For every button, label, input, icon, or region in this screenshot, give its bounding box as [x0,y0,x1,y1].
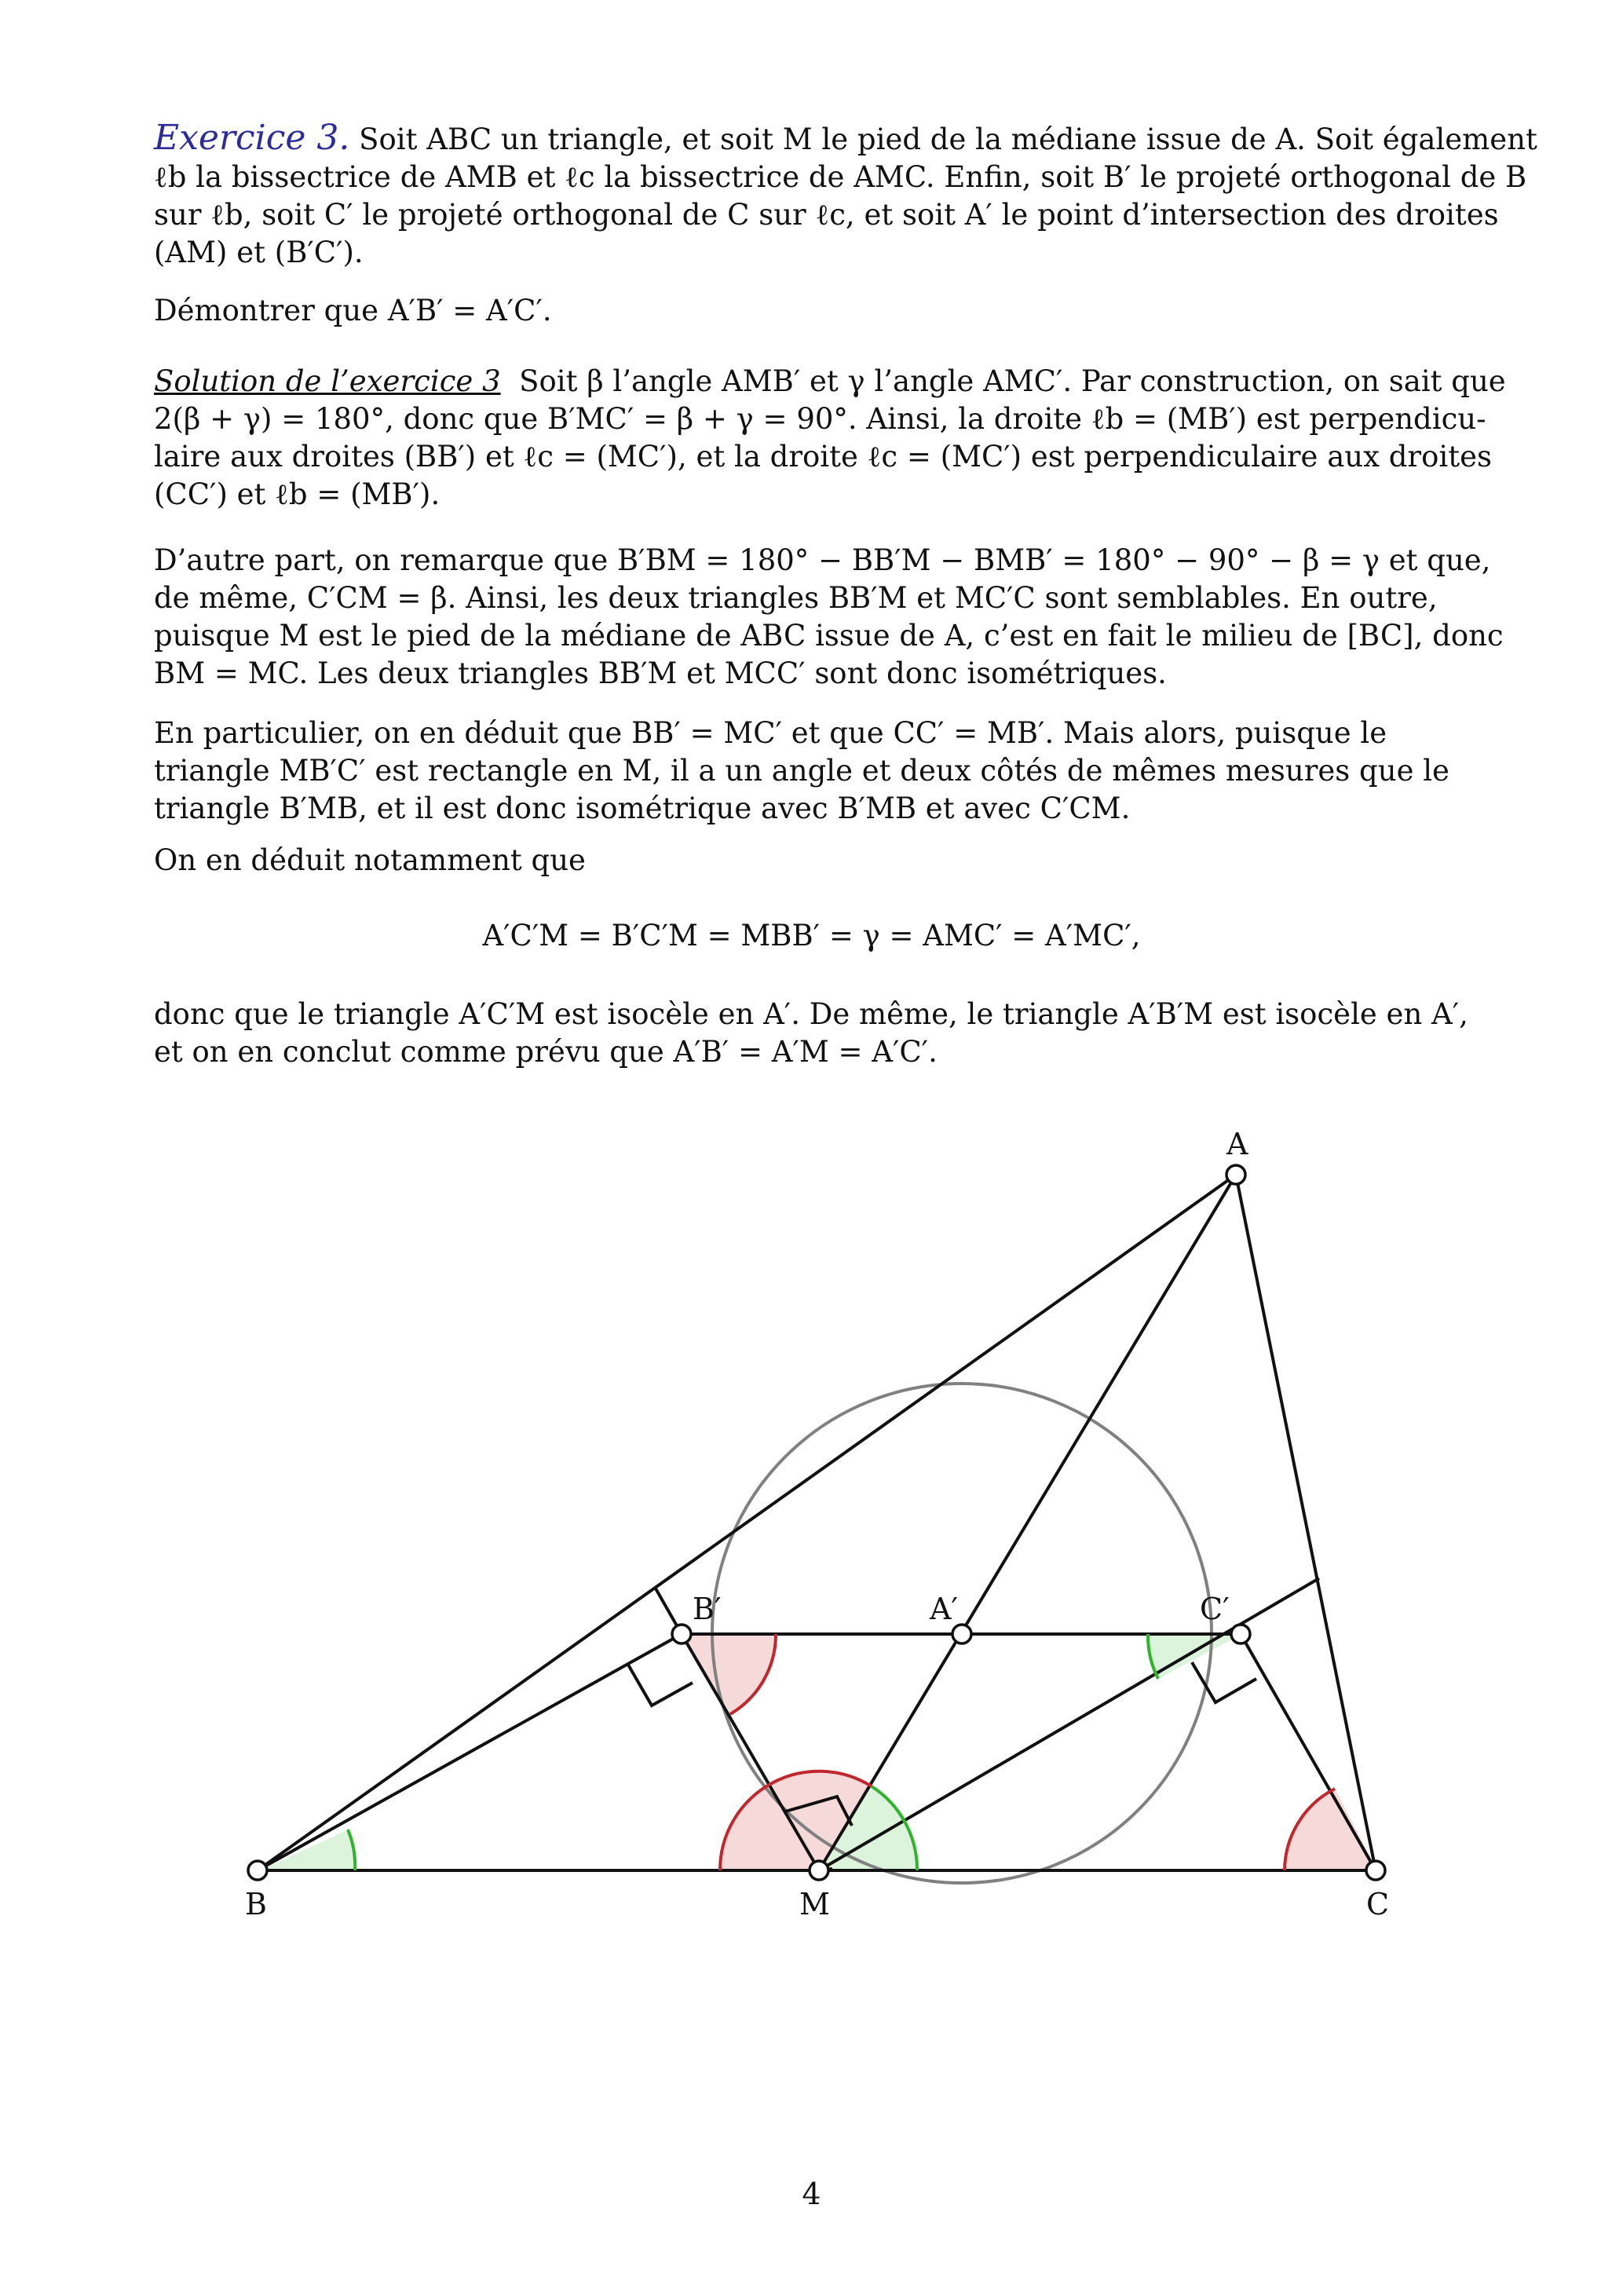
p2-line-3: puisque M est le pied de la médiane de ABC issue de A, c’est en fait le milieu de [BC], donc [154,619,1504,653]
p3-line-1: En particulier, on en déduit que BB′ = MC′ et que CC′ = MB′. Mais alors, puisque le [154,716,1387,750]
side-ac [1236,1175,1376,1870]
label-a: A [1226,1127,1248,1161]
point-b1 [672,1625,691,1643]
p5-line-1: donc que le triangle A′C′M est isocèle en A′. De même, le triangle A′B′M est isocèle en A′, [154,997,1468,1031]
solution-title: Solution de l’exercice 3 [154,364,501,398]
exercise-line-3: sur ℓb, soit C′ le projeté orthogonal de C sur ℓc, et soit A′ le point d’intersection des droites [154,198,1499,232]
label-c1: C′ [1200,1592,1230,1626]
segment-bb1 [258,1634,682,1870]
label-c: C [1366,1887,1390,1921]
solution-line-2: 2(β + γ) = 180°, donc que B′MC′ = β + γ = 90°. Ainsi, la droite ℓb = (MB′) est perpendicu- [154,402,1486,436]
label-a1: A′ [930,1592,959,1626]
solution-line-4: (CC′) et ℓb = (MB′). [154,477,440,511]
goal-text: Démontrer que A′B′ = A′C′. [154,294,552,327]
p3-line-2: triangle MB′C′ est rectangle en M, il a un angle et deux côtés de mêmes mesures que le [154,754,1449,788]
exercise-line-1: Exercice 3. Soit ABC un triangle, et soit M le pied de la médiane issue de A. Soit également [154,118,1537,158]
label-m: M [799,1887,830,1921]
angle-fill-c1 [1148,1634,1242,1679]
bisector-lc [819,1578,1319,1870]
point-c1 [1231,1625,1250,1643]
exercise-line-4: (AM) et (B′C′). [154,236,364,269]
side-ab [258,1175,1236,1870]
exercise-title: Exercice 3. [154,118,350,158]
p2-line-2: de même, C′CM = β. Ainsi, les deux triangles BB′M et MC′C sont semblables. En outre, [154,581,1438,615]
solution-line-3: laire aux droites (BB′) et ℓc = (MC′), et la droite ℓc = (MC′) est perpendiculaire aux droites [154,440,1492,473]
p3-line-3: triangle B′MB, et il est donc isométrique avec B′MB et avec C′CM. [154,792,1131,825]
label-b1: B′ [693,1592,722,1626]
point-a1 [952,1625,971,1643]
p5-line-2: et on en conclut comme prévu que A′B′ = A′M = A′C′. [154,1035,938,1069]
display-formula: A′C′M = B′C′M = MBB′ = γ = AMC′ = A′MC′, [482,919,1141,952]
label-b: B [245,1887,267,1921]
angle-fill-b1 [683,1634,776,1714]
point-c [1366,1861,1385,1880]
right-angle-b1 [628,1665,693,1706]
point-a [1226,1165,1245,1184]
p2-line-4: BM = MC. Les deux triangles BB′M et MCC′ sont donc isométriques. [154,656,1167,690]
solution-line-1: Solution de l’exercice 3 Soit β l’angle AMB′ et γ l’angle AMC′. Par construction, on sait que [154,364,1506,398]
angle-fill-c [1285,1789,1377,1870]
point-m [810,1861,828,1880]
exercise-line-2: ℓb la bissectrice de AMB et ℓc la bissectrice de AMC. Enfin, soit B′ le projeté orthogonal de B [154,160,1527,194]
triangle-lines [258,1175,1376,1870]
right-angle-c1 [1192,1662,1256,1702]
page-number: 4 [802,2177,821,2211]
point-b [248,1861,267,1880]
p2-line-1: D’autre part, on remarque que B′BM = 180° − BB′M − BMB′ = 180° − 90° − β = γ et que, [154,543,1491,577]
p4-line: On en déduit notamment que [154,843,586,877]
